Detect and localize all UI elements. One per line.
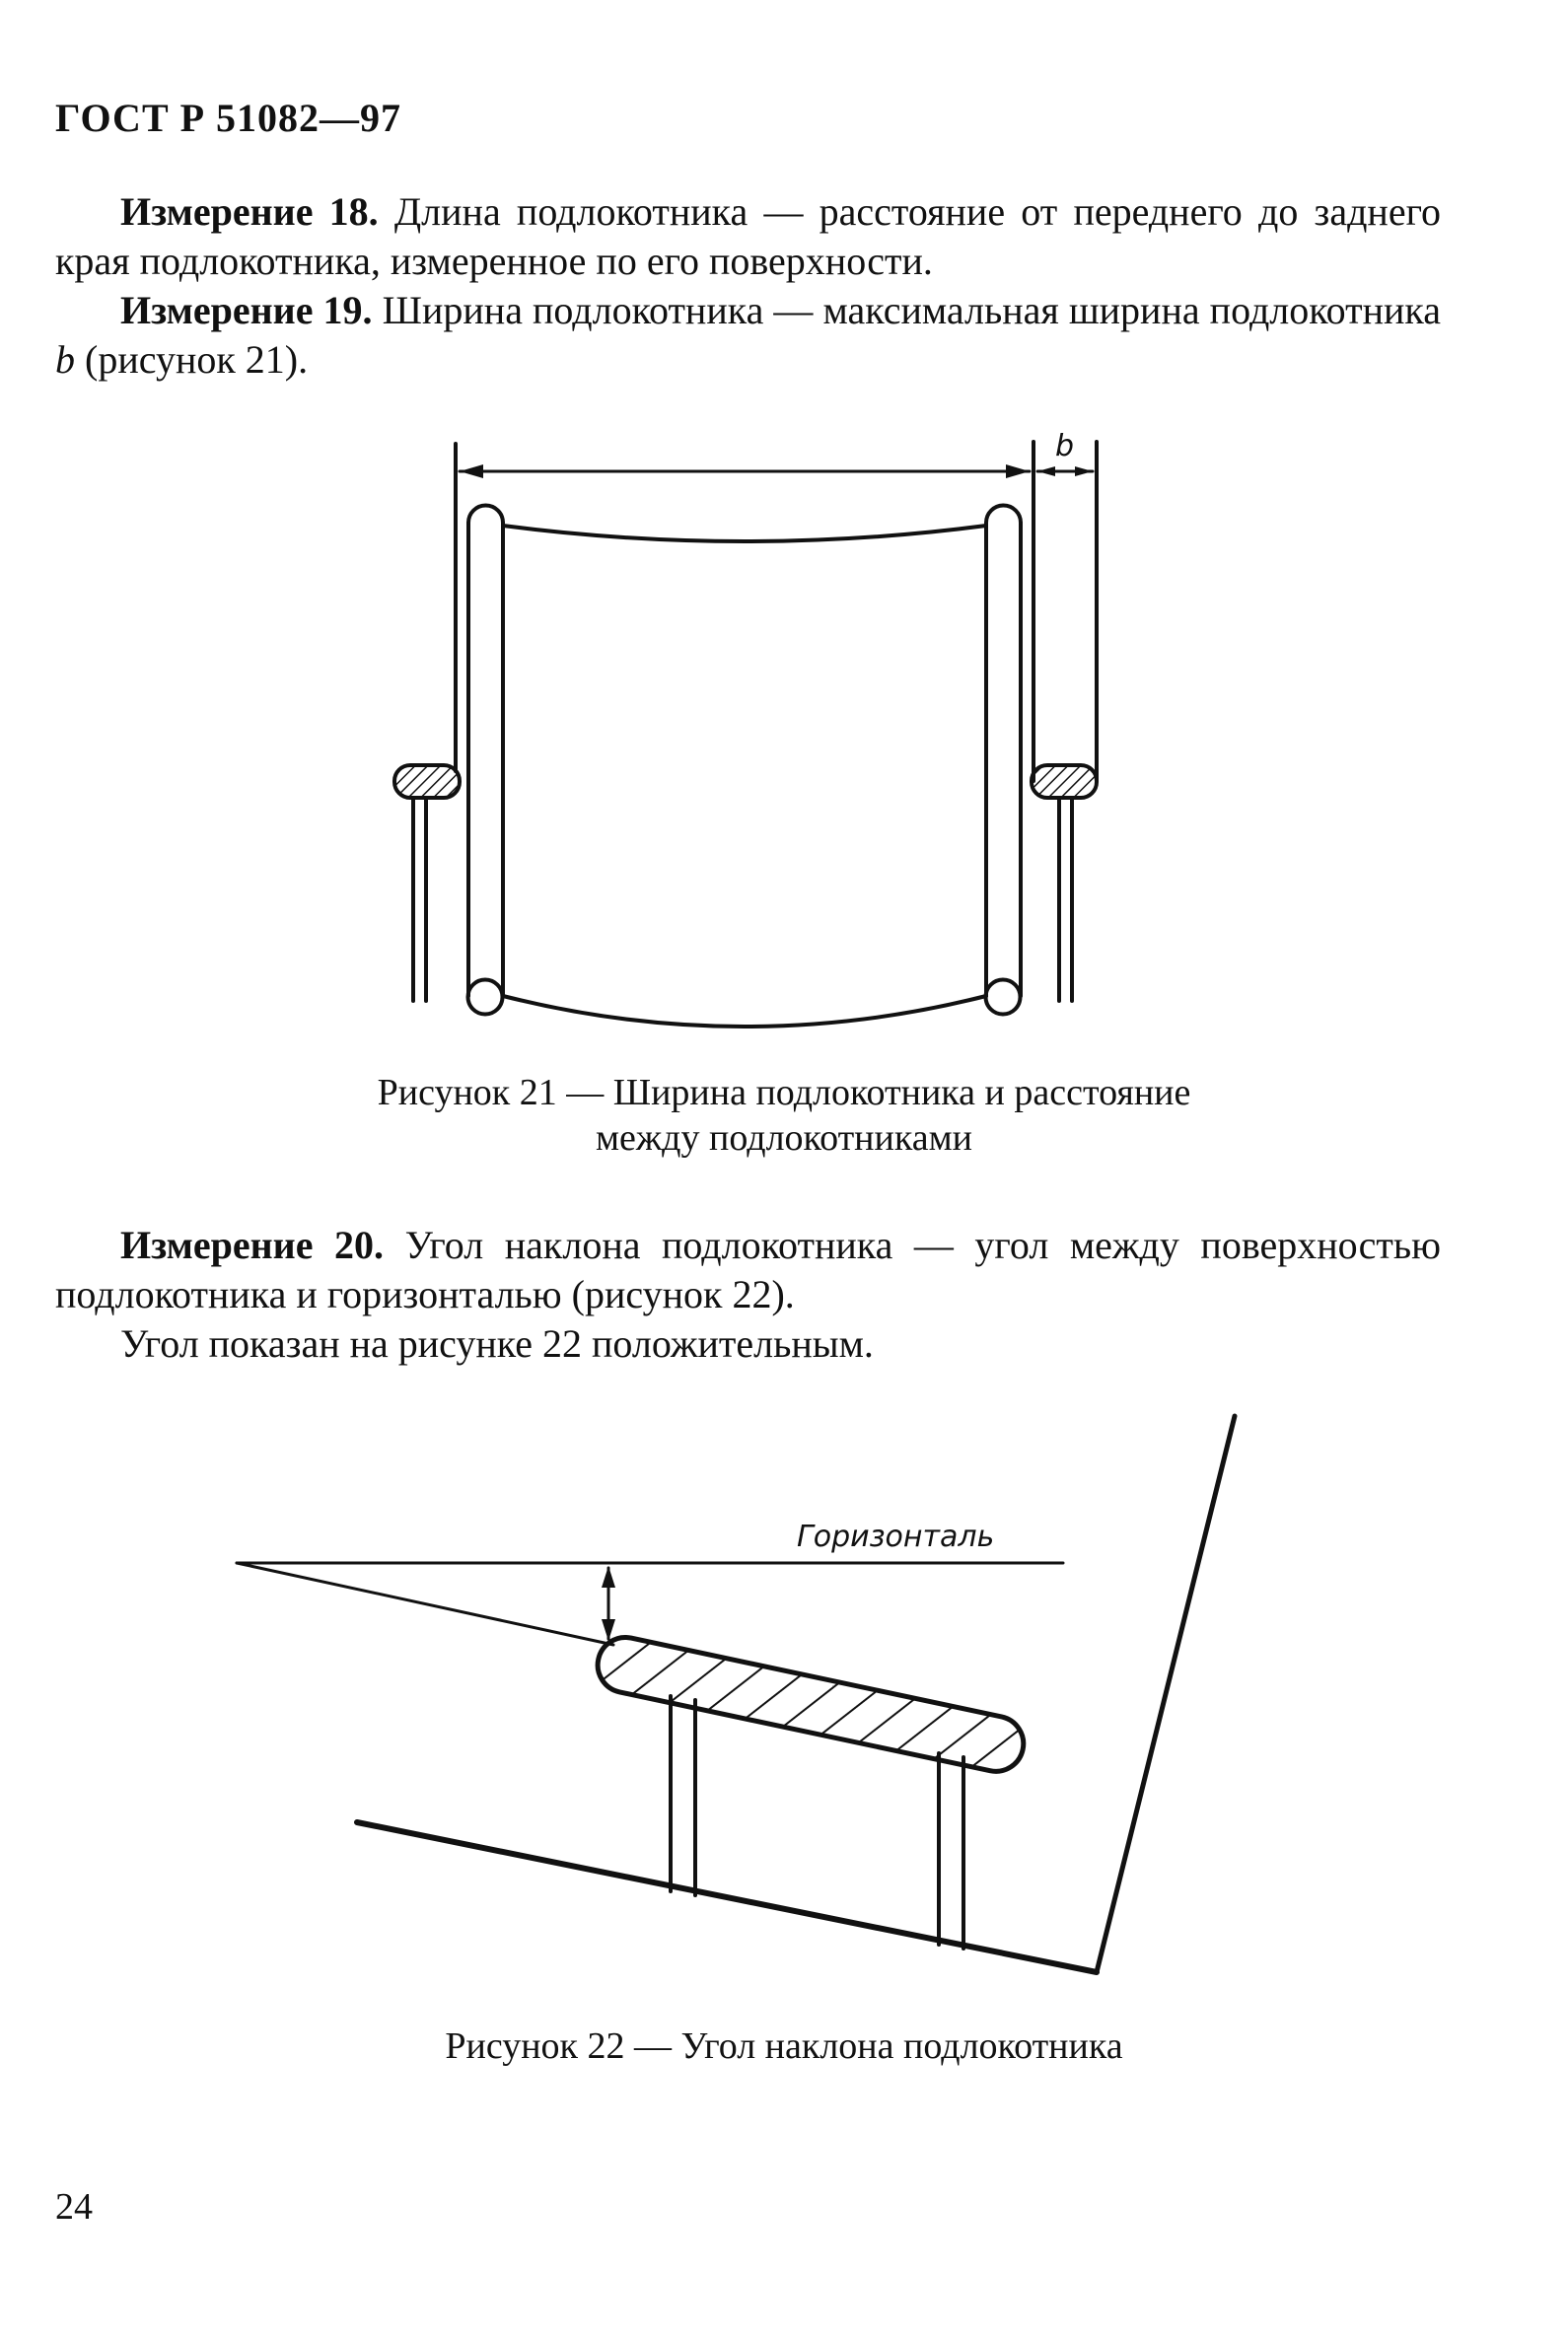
measure-19-text-end: (рисунок 21).: [75, 337, 309, 382]
document-header: ГОСТ Р 51082—97: [55, 96, 402, 140]
horizontal-label: Горизонталь: [797, 1520, 995, 1554]
page-number: 24: [55, 2186, 93, 2228]
measure-18-text: Длина подлокотника — расстояние от переднего до заднего края подлокотника, измеренное по его поверхности.: [55, 189, 1442, 283]
measure-19-text: Ширина подлокотника — максимальная ширина подлокотника: [372, 288, 1442, 332]
measure-20-note: Угол показан на рисунке 22 положительным.: [120, 1321, 874, 1366]
measure-18-label: Измерение 18.: [120, 189, 379, 234]
measure-20-text: Угол наклона подлокотника — угол между поверхностью подлокотника и горизонталью (рисунок 22).: [55, 1223, 1441, 1316]
measure-19-label: Измерение 19.: [120, 288, 373, 332]
figure-21-caption-line-2: между подлокотниками: [596, 1117, 972, 1159]
measure-20-label: Измерение 20.: [120, 1223, 385, 1267]
figure-21-caption-line-1: Рисунок 21 — Ширина подлокотника и расстояние: [377, 1072, 1191, 1113]
width-variable: b: [55, 337, 75, 382]
figure-21-b-label: b: [1055, 429, 1075, 463]
figure-22-caption: Рисунок 22 — Угол наклона подлокотника: [445, 2025, 1123, 2067]
